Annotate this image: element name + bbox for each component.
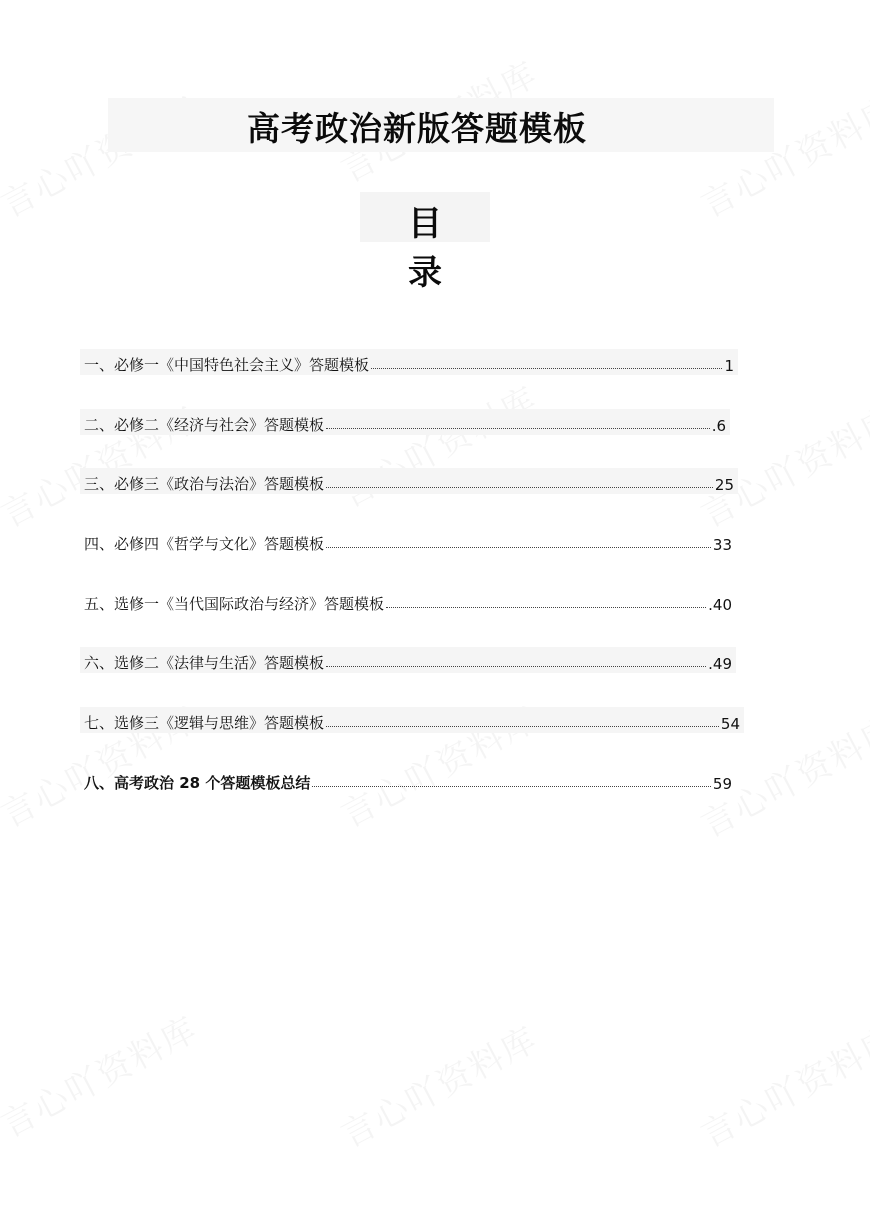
toc-leader-dots bbox=[326, 665, 706, 667]
toc-leader-dots bbox=[326, 725, 719, 727]
toc-page-number: .6 bbox=[711, 417, 726, 435]
toc-leader-dots bbox=[371, 367, 722, 369]
toc-entry-label: 五、选修一《当代国际政治与经济》答题模板 bbox=[84, 595, 385, 613]
toc-page-number: 33 bbox=[712, 536, 732, 554]
toc-leader-dots bbox=[386, 606, 706, 608]
toc-entry-label: 一、必修一《中国特色社会主义》答题模板 bbox=[84, 356, 370, 374]
toc-leader-dots bbox=[326, 427, 710, 429]
toc-entry-label: 六、选修二《法律与生活》答题模板 bbox=[84, 654, 325, 672]
toc-entry-label: 四、必修四《哲学与文化》答题模板 bbox=[84, 535, 325, 553]
toc-entry[interactable] bbox=[80, 767, 736, 793]
toc-page-number: .40 bbox=[708, 596, 732, 614]
toc-entry-label: 七、选修三《逻辑与思维》答题模板 bbox=[84, 714, 325, 732]
toc-entry[interactable] bbox=[80, 349, 738, 375]
toc-page-number: 59 bbox=[712, 775, 732, 793]
toc-leader-dots bbox=[326, 486, 713, 488]
document-title: 高考政治新版答题模板 bbox=[247, 109, 587, 148]
toc-page-number: .49 bbox=[708, 655, 732, 673]
toc-page-number: 25 bbox=[714, 476, 734, 494]
toc-entry[interactable] bbox=[80, 647, 736, 673]
toc-entry[interactable] bbox=[80, 528, 736, 554]
toc-heading: 目录 bbox=[408, 204, 472, 293]
toc-entry[interactable] bbox=[80, 588, 736, 614]
toc-entry[interactable] bbox=[80, 707, 744, 733]
toc-entry[interactable] bbox=[80, 409, 730, 435]
toc-page-number: 1 bbox=[724, 357, 734, 375]
toc-entry-label: 八、高考政治 28 个答题模板总结 bbox=[84, 774, 311, 792]
toc-entry-label: 二、必修二《经济与社会》答题模板 bbox=[84, 416, 325, 434]
toc-leader-dots bbox=[326, 546, 711, 548]
toc-page-number: 54 bbox=[720, 715, 740, 733]
toc-entry[interactable] bbox=[80, 468, 738, 494]
toc-leader-dots bbox=[312, 785, 711, 787]
toc-entry-label: 三、必修三《政治与法治》答题模板 bbox=[84, 475, 325, 493]
